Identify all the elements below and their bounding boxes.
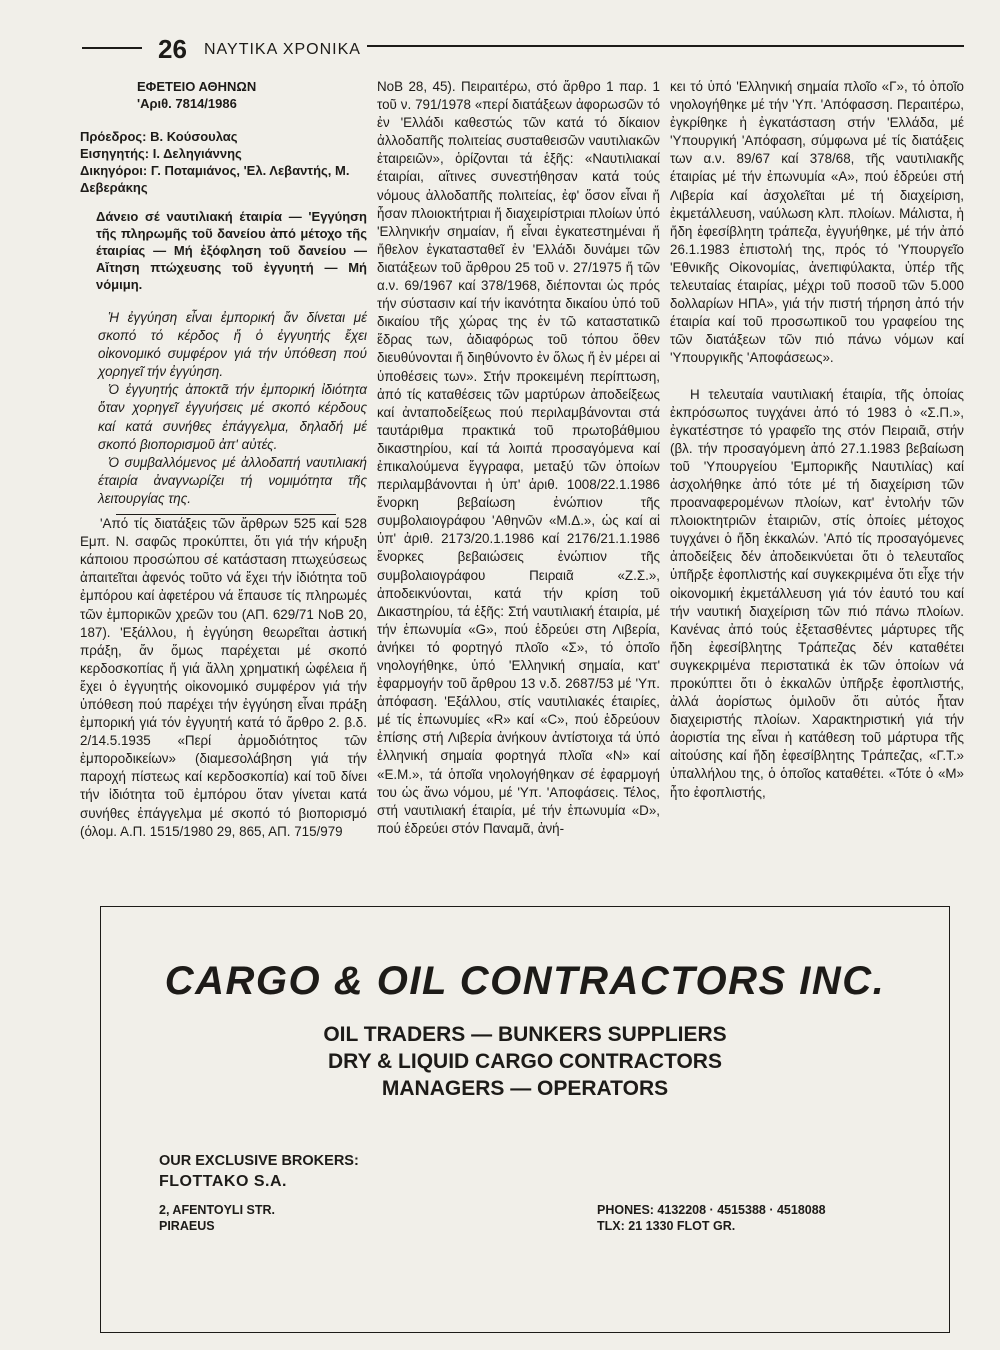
case-subject: Δάνειο σέ ναυτιλιακή έταιρία — 'Εγγύηση τῆς πληρωμῆς τοῦ δανείου ἀπό μέτοχο τῆς έταιρίας — Μή ἐξόφληση τοῦ δανείου — Αἴτηση πτώχευσης τοῦ ἐγγυητή — Μή νόμιμη. [96, 209, 367, 292]
president-line: Πρόεδρος: Β. Κούσουλας [80, 129, 238, 144]
page-number: 26 [158, 34, 187, 64]
summary-paragraph: Ἡ ἐγγύηση εἶναι ἐμπορική ἄν δίνεται μέ σκοπό τό κέρδος ἤ ὁ ἐγγυητής ἔχει οἰκονομικό συμφέρον γιά τήν ὑπόθεση πού χορηγεῖ τήν ἐγγύηση. [98, 310, 367, 380]
body-paragraph: Η τελευταία ναυτιλιακή έταιρία, τῆς ὁποίας ἐκπρόσωπος τυγχάνει ἀπό τό 1983 ὁ «Σ.Π.», ἐγκατέστησε τό γραφεῖο της στόν Πειραιᾶ, στήν (βλ. τήν προσαγόμενη ἀπό 27.1.1983 βεβαίωση τοῦ 'Υπουργείου 'Εμπορικῆς Ναυτιλίας) καί ἀσχολήθηκε ἀπό τότε μέ τή διαχείριση τῶν προαναφερομένων πλοίων, κατ' ἐντολήν τῶν πλοιοκτητριῶν ἐταιριῶν, στίς ὁποίες μέτοχος τυγχάνει ὁ ἤδη ἐκκαλών. 'Από τίς προσαγόμενες ἀποδείξεις δέν ἀποδεικνύεται ὅτι ὁ τελευταῖος ὑπῆρξε ἐφοπλιστής καί συγκεκριμένα ὅτι εἶχε τήν οἰκονομική ἐκμετάλλευση γιά τόν ἑαυτό του καί τήν ναυτική διαχείριση τῶν πιό πάνω πλοίων. Κανένας ἀπό τούς ἐξετασθέντες μάρτυρες τῆς ἤδη ἐφεσίβλητης Τράπεζας δέν καταθέτει συγκεκριμένα περιστατικά ἐκ τῶν ὁποίων νά προκύπτει ὅτι ὁ ἐκκαλῶν ὑπῆρξε ἐφοπλιστής, ἀλλά ἀορίστως ὁμιλοῦν ὅτι αὐτός ἦταν διαχειριστής πλοίων. Χαρακτηριστική γιά τήν ἀοριστία της εἶναι ἡ κατάθεση τοῦ μάρτυρα τῆς αἰτούσης καί ἤδη ἐφεσίβλητης Τράπεζας, «Γ.Τ.» ὑπαλλήλου της, ὁ ὁποῖος καταθέτει. «Τότε ὁ «Μ» ἦτο ἐφοπλιστής, [670, 386, 964, 800]
rapporteur-line: Εισηγητής: Ι. Δεληγιάννης [80, 146, 242, 161]
publication-title-text: ΝΑΥΤΙΚΑ ΧΡΟΝΙΚΑ [204, 41, 367, 58]
ad-company-name: CARGO & OIL CONTRACTORS INC. [164, 959, 886, 1003]
ad-phones: PHONES: 4132208 · 4515388 · 4518088 [597, 1203, 826, 1217]
column-2 [377, 78, 660, 838]
summary-paragraph: Ὁ συμβαλλόμενος μέ ἀλλοδαπή ναυτιλιακή έταιρία ἀναγνωρίζει τή νομιμότητα τῆς λειτουργίας της. [98, 454, 367, 506]
ad-brokers-label: OUR EXCLUSIVE BROKERS: [159, 1153, 359, 1169]
header-rule-left [82, 47, 142, 49]
lawyers-line: Δικηγόροι: Γ. Ποταμιάνος, 'Ελ. Λεβαντής, Μ. Δεβεράκης [80, 163, 350, 195]
ad-service-line: OIL TRADERS — BUNKERS SUPPLIERS [323, 1023, 727, 1046]
column-1 [80, 78, 367, 841]
ad-telex: TLX: 21 1330 FLOT GR. [597, 1219, 736, 1233]
body-paragraph: 'Από τίς διατάξεις τῶν ἄρθρων 525 καί 528 Εμπ. Ν. σαφῶς προκύπτει, ὅτι γιά τήν κήρυξη κάποιου προσώπου σέ κατάσταση πτωχεύσεως ἀπαιτεῖται ἀφενός τοῦτο νά ἔχει τήν ἰδιότητα τοῦ ἐμπόρου καί ἀφετέρου νά ἔπαυσε τίς πληρωμές τῶν ἐμπορικῶν χρεῶν του (ΑΠ. 629/71 ΝοΒ 20, 187). 'Εξάλλου, ἡ ἐγγύηση θεωρεῖται ἀστική πράξη, ἄν ὅμως παρέχεται μέ σκοπό κερδοσκοπίας ἤ γιά ἄλλη χρηματική ὠφέλεια ἤ ἔχει ὁ ἐγγυητής οἰκονομικό συμφέρον γιά τήν ὑπόθεση πού παρέχει τήν ἐγγύηση εἶναι πράξη ἐμπορική γιά τόν ἐγγυητή κατά τό ἄρθρο 2. β.δ. 2/14.5.1935 «Περί ἀρμοδιότητος τῶν ἐμποροδικείων» (διαμεσολάβηση γιά τήν παροχή πίστεως καί κερδοσκοπία) καί τοῦ δίνει τήν ἰδιότητα τοῦ ἐμπόρου ὅταν γίνεται κατά συνήθες ἐπάγγελμα μέ σκοπό τό βιοπορισμό (όλομ. Α.Π. 1515/1980 29, 865, ΑΠ. 715/979 [80, 516, 367, 839]
ad-broker-name: FLOTTAKO S.A. [159, 1173, 287, 1190]
ad-service-line: MANAGERS — OPERATORS [381, 1077, 669, 1100]
ad-address-city: PIRAEUS [159, 1219, 215, 1233]
ad-address-street: 2, AFENTOYLI STR. [159, 1203, 275, 1217]
ad-service-line: DRY & LIQUID CARGO CONTRACTORS [328, 1050, 722, 1073]
advertisement-box [100, 906, 950, 1333]
column-3 [670, 78, 964, 802]
decision-number: 'Αριθ. 7814/1986 [137, 96, 237, 111]
summary-paragraph: Ὁ ἐγγυητής ἀποκτᾶ τήν ἐμπορική ἰδιότητα ὅταν χορηγεῖ ἐγγυήσεις μέ σκοπό κέρδους καί κατά συνήθες ἐπάγγελμα, δηλαδή μέ σκοπό βιοπορισμοῦ ἀπ' αὐτές. [98, 382, 367, 452]
court-name: ΕΦΕΤΕΙΟ ΑΘΗΝΩΝ [137, 79, 257, 94]
body-paragraph: ΝοΒ 28, 45). Πειραιτέρω, στό ἄρθρο 1 παρ. 1 τοῦ ν. 791/1978 «περί διατάξεων ἀφορωσῶν τό ἐν 'Ελλάδι καθεστώς τῶν κατά τό δίκαιον ἀλλοδαπῆς πολιτείας συσταθεισῶν ναυτιλιακῶν ἐταιρειῶν», ὁρίζονται τά ἑξῆς: «Ναυτιλιακαί έταιρίαι, αἵτινες συνεστήθησαν κατά τούς νόμους ἀλλοδαπῆς πολιτείας, ἐφ' ὅσον εἶναι ἤ ἦσαν πλοιοκτήτριαι ἤ διαχειρίστριαι πλοίων ὑπό 'Ελληνικήν σημαίαν, ἤ εἶναι ἐγκατεστημέναι ἤ ἤθελον ἐγκατασταθεῖ ἐν 'Ελλάδι δυνάμει τῶν διατάξεων τοῦ ἄρθρου 25 τοῦ ν. 27/1975 ἤ τῶν α.ν. 69/1967 καί 378/1968, διέπονται ὡς πρός τήν σύστασιν καί τήν ἱκανότητα δικαίου ὑπό τοῦ δικαίου τῆς χώρας της ἐν τῶ καταστατικῶ ἕδρας των, ἀδιαφόρως τοῦ τόπου ὅθεν διευθύνονται ἤ διηθύνοντο ἐν ὅλως ἤ ἐν μέρει αἱ ὑποθέσεις των». Στήν προκειμένη περίπτωση, ἀπό τίς καταθέσεις τῶν μαρτύρων ἀποδείξεως καί ἀνταποδείξεως πού περιλαμβάνονται στά ταυτάριθμα πρακτικά τοῦ πρωτοβάθμιου δικαστηρίου, καί τά λοιπά προσαγόμενα καί ἐπικαλούμενα ἔγγραφα, μεταξύ τῶν ὁποίων περιλαμβάνονται ἡ ὑπ' ἀριθ. 1008/22.1.1986 ἔνορκη βεβαίωση ἐνώπιον τῆς συμβολαιογράφου 'Αθηνῶν «Μ.Δ.», ὡς καί αἱ ὑπ' ἀριθ. 2173/20.1.1986 καί 2176/21.1.1986 ἔνορκες βεβαιώσεις ἐνώπιον τῆς συμβολαιογράφου Πειραιᾶ «Ζ.Σ.», ἀποδεικνύονται, κατά τήν κρίση τοῦ Δικαστηρίου, τά ἑξῆς: Στή ναυτιλιακή έταιρία, μέ τήν ἐπωνυμία «G», πού ἑδρεύει στη Λιβερία, ἀνήκει τό φορτηγό πλοῖο «Σ», τό ὁποῖο νηολογήθηκε, ὑπό 'Ελληνική σημαία, κατ' ἐφαρμογήν τοῦ ἄρθρου 13 ν.δ. 2687/53 μέ 'Υπ. ἀπόφαση. 'Εξάλλου, στίς ναυτιλιακές έταιρίες, μέ τίς ἐπωνυμίες «R» καί «C», πού ἑδρεύουν ἐπίσης στή Λιβερία ἀνήκουν ἀντίστοιχα τά ὑπό ἑλληνική σημαία φορτηγά πλοῖα «Ν» καί «Ε.Μ.», τά ὁποῖα νηολογήθηκαν σέ ἐφαρμογή του ὡς ἄνω νόμου, μέ 'Υπ. 'Αποφάσεις. Τέλος, στή ναυτιλιακή έταιρία, μέ τήν ἐπωνυμία «D», πού ἑδρεύει στόν Παναμᾶ, ἀνή- [377, 79, 660, 836]
body-paragraph: κει τό ὑπό 'Ελληνική σημαία πλοῖο «Γ», τό ὁποῖο νηολογήθηκε μέ τήν 'Υπ. 'Απόφασση. Περαιτέρω, ἐγκρίθηκε ἡ ἐγκατάσταση στήν 'Ελλάδα, μέ 'Υπουργική 'Απόφαση, σύμφωνα μέ τίς διατάξεις των α.ν. 89/67 καί 378/68, τῆς ναυτιλιακῆς έταιρίας μέ τήν ἐπωνυμία «Α», πού ἑδρεύει στή Λιβερία καί ἀσχολεῖται μέ τή διαχείριση, ἐκμετάλλευση, ναύλωση κλπ. πλοίων. Μάλιστα, ἡ ἤδη ἐφεσίβλητη τράπεζα, ἐγγυήθηκε, μέ τήν ἀπό 26.1.1983 ἐπιστολή της, πρός τό 'Υπουργεῖο 'Εθνικῆς Οἰκονομίας, ἀνεπιφύλακτα, ὑπέρ τῆς τελευταίας έταιρίας, μέχρι τοῦ ποσοῦ τῶν 5.000 δολλαρίων ΗΠΑ», γιά τήν πιστή τήρηση ἀπό τήν έταιρία καί τοῦ προσωπικοῦ του γραφείου της τῶν διατάξεων τῶν πιό πάνω νόμων καί 'Υπουργικῆς 'Αποφάσεως». [670, 79, 964, 366]
case-summary [98, 309, 367, 515]
publication-title [204, 40, 367, 60]
